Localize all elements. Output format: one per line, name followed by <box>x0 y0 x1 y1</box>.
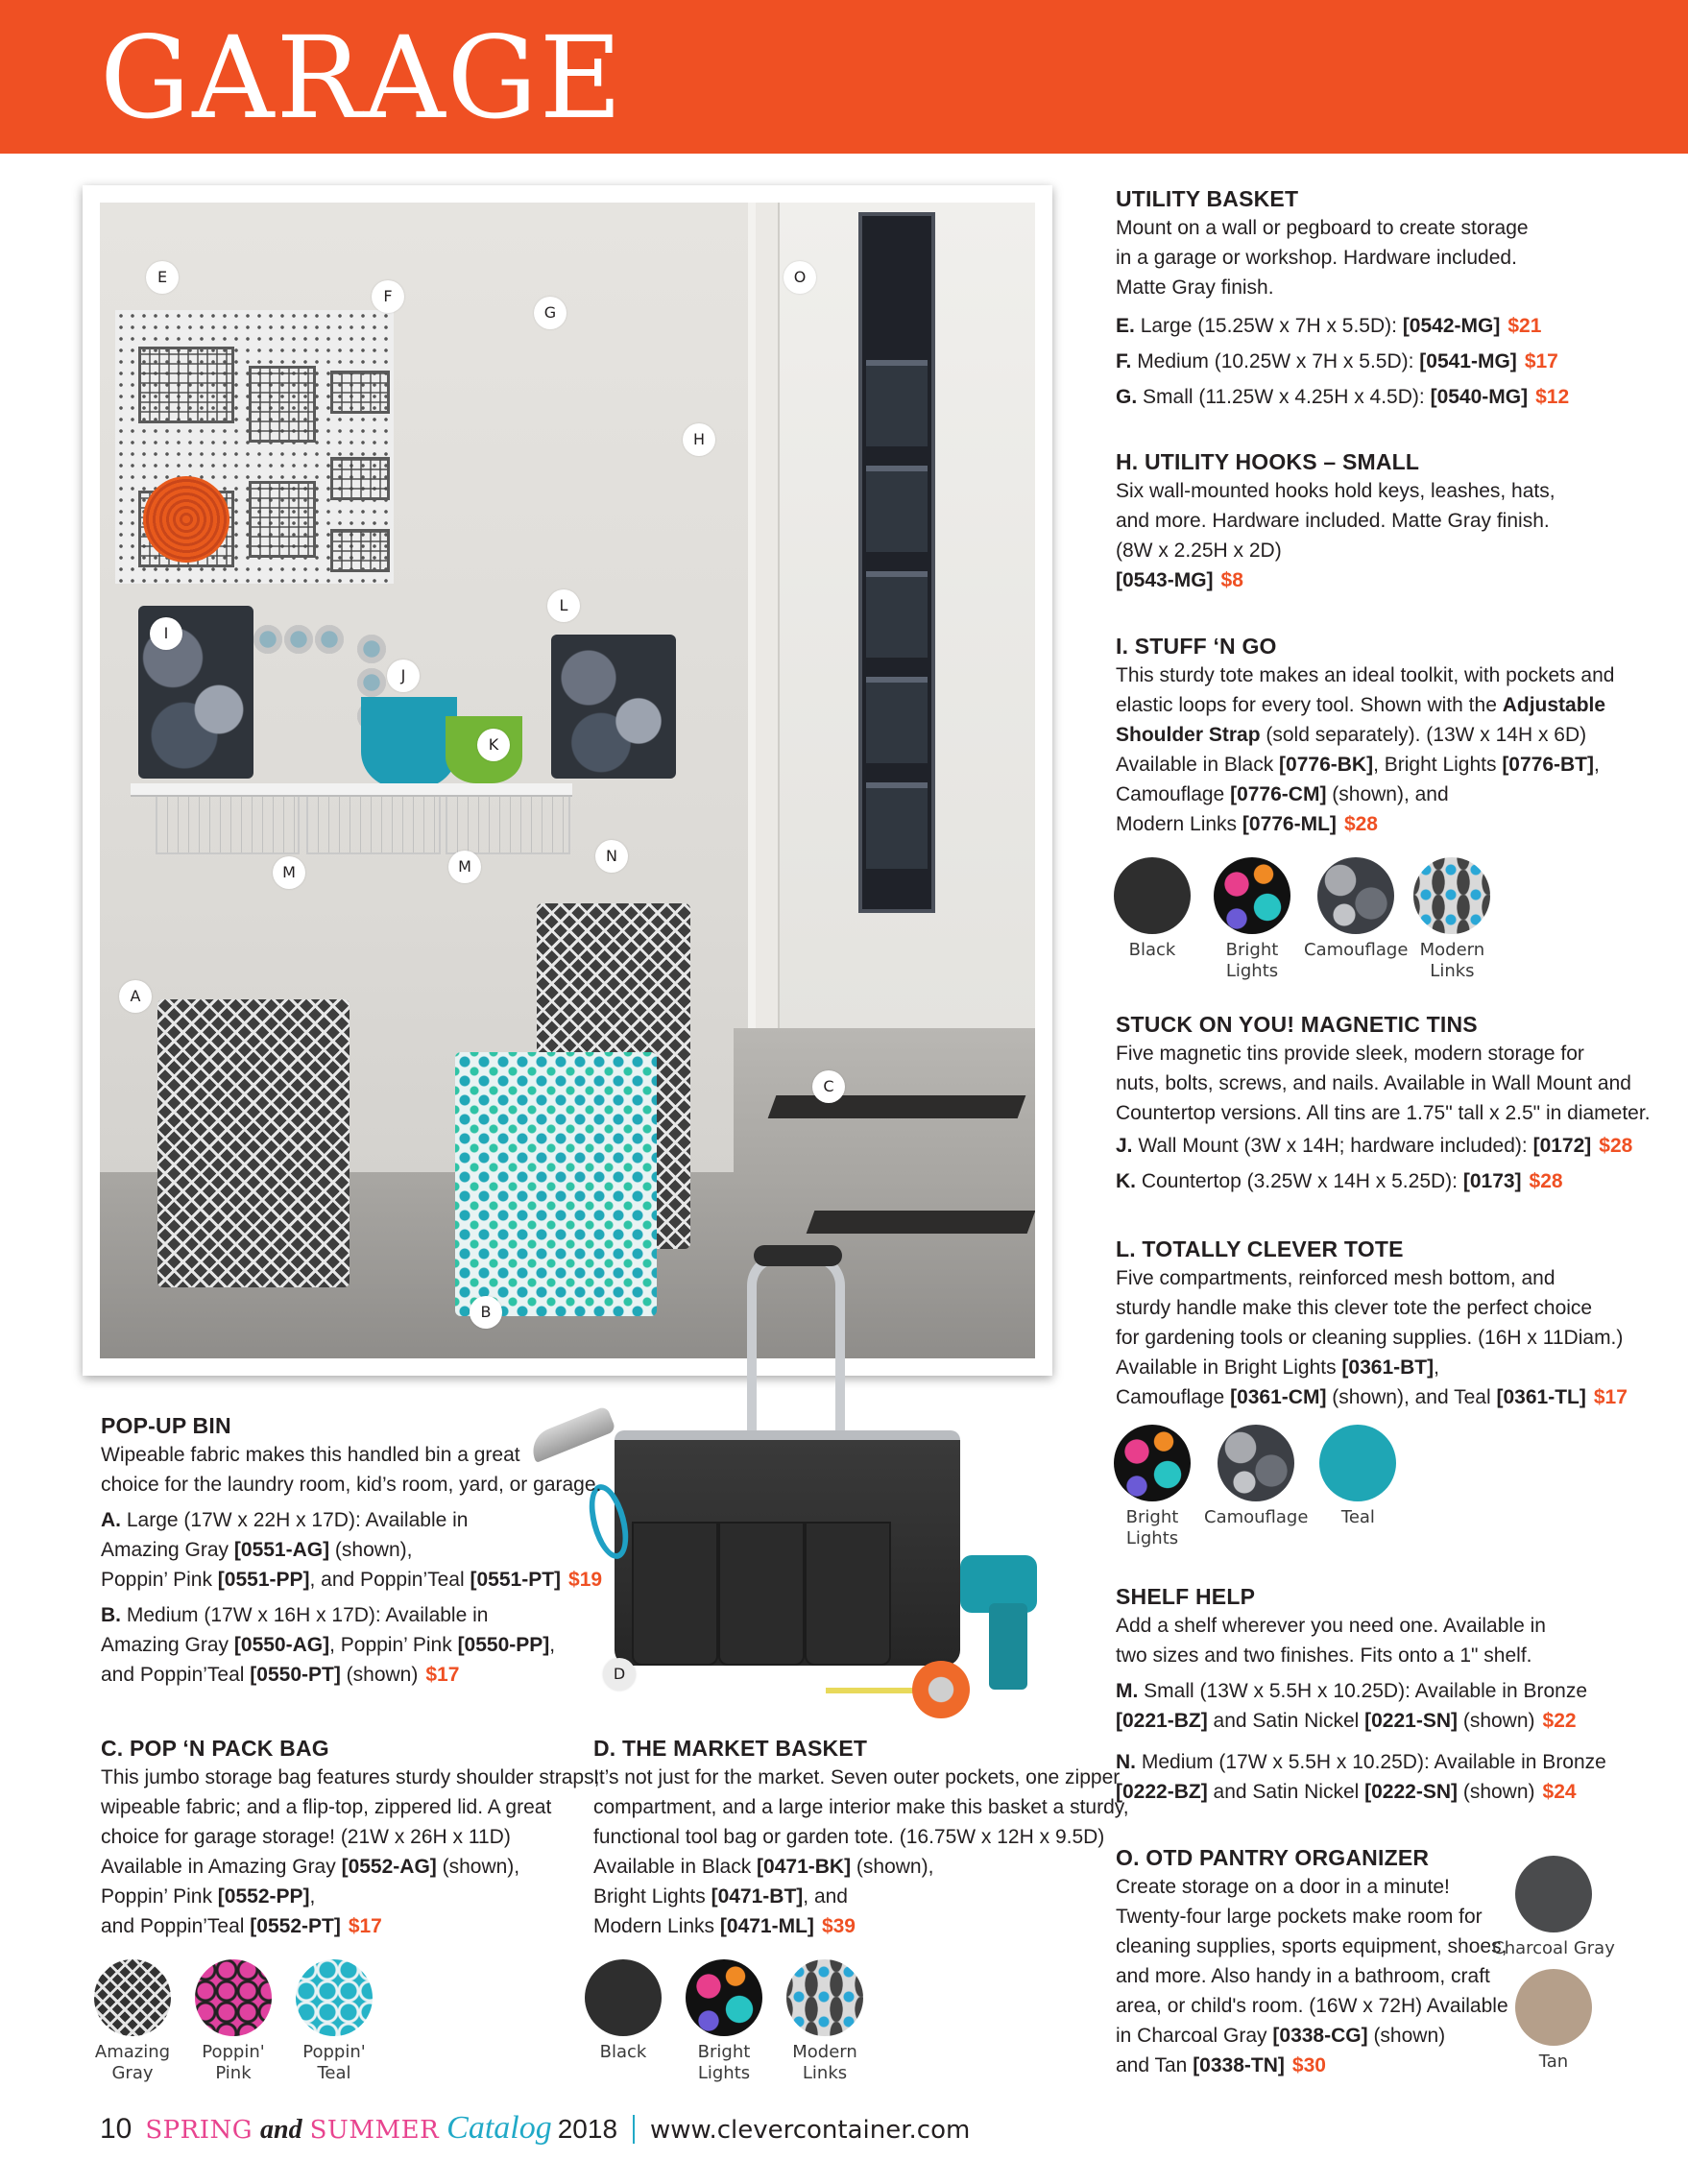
color-dot <box>296 1959 373 2036</box>
desc-line: This jumbo storage bag features sturdy shoulder straps; <box>101 1766 600 1788</box>
desc-line: Six wall-mounted hooks hold keys, leashes, hats, <box>1116 480 1555 502</box>
product-line-g: G. Small (11.25W x 4.25H x 4.5D): [0540-MG] $12 <box>1116 386 1570 408</box>
desc-line: It’s not just for the market. Seven outer pockets, one zipper <box>593 1766 1121 1788</box>
shelf-help-section <box>1116 1582 1682 1807</box>
price: $21 <box>1507 315 1542 337</box>
swatch-amazing-gray[interactable]: Amazing Gray <box>94 1959 171 2084</box>
market-basket-swatches <box>585 1959 888 2084</box>
market-basket-pocket <box>718 1522 805 1666</box>
price: $39 <box>821 1915 856 1937</box>
swatch-black[interactable]: Black <box>585 1959 662 2084</box>
utility-basket-section <box>1116 184 1673 415</box>
door-mat <box>807 1211 1035 1234</box>
catalog-year: 2018 <box>557 2114 618 2144</box>
pantry-organizer <box>858 212 935 913</box>
swatch-bright-lights[interactable]: Bright Lights <box>1114 1425 1191 1549</box>
desc-line: Twenty-four large pockets make room for <box>1116 1906 1483 1928</box>
price: $30 <box>1291 2054 1326 2076</box>
callout-h: H <box>683 423 715 456</box>
desc-line: cleaning supplies, sports equipment, shoes, <box>1116 1935 1507 1957</box>
product-line-n: N. Medium (17W x 5.5H x 10.25D): Available in Bronze <box>1116 1751 1606 1773</box>
product-line-m: M. Small (13W x 5.5H x 10.25D): Available in Bronze <box>1116 1680 1587 1702</box>
desc-line: elastic loops for every tool. Shown with the Adjustable <box>1116 694 1606 716</box>
utility-basket-small <box>330 371 390 414</box>
desc-line: choice for garage storage! (21W x 26H x 11D) <box>101 1826 511 1848</box>
desc-line: Poppin’ Pink [0552-PP], <box>101 1885 316 1908</box>
section-title: POP-UP BIN <box>101 1413 231 1438</box>
callout-f: F <box>372 280 404 313</box>
callout-l: L <box>547 589 580 622</box>
desc-line: two sizes and two finishes. Fits onto a 1" shelf. <box>1116 1644 1532 1667</box>
callout-b: B <box>470 1296 502 1329</box>
extension-cord <box>143 476 229 563</box>
desc-line: sturdy handle make this clever tote the perfect choice <box>1116 1297 1593 1319</box>
color-dot <box>686 1959 762 2036</box>
desc-line: nuts, bolts, screws, and nails. Available in Wall Mount and <box>1116 1072 1631 1094</box>
product-line-l: Camouflage [0361-CM] (shown), and Teal [0361-TL] $17 <box>1116 1386 1628 1408</box>
desc-line: Add a shelf wherever you need one. Available in <box>1116 1615 1546 1637</box>
page-footer <box>100 2110 970 2148</box>
clever-tote-swatches <box>1114 1425 1421 1549</box>
swatch-teal[interactable]: Teal <box>1319 1425 1396 1549</box>
totally-clever-tote <box>551 635 676 779</box>
utility-basket-large <box>138 347 234 423</box>
utility-basket-small <box>330 529 390 572</box>
desc-line: and more. Also handy in a bathroom, craft <box>1116 1965 1490 1987</box>
desc-line: Matte Gray finish. <box>1116 276 1274 299</box>
garage-photo <box>100 203 1035 1358</box>
callout-d: D <box>603 1658 636 1691</box>
desc-line: Available in Black [0776-BK], Bright Lights [0776-BT], <box>1116 754 1600 776</box>
shelf-help <box>131 783 572 797</box>
price: $19 <box>568 1569 603 1591</box>
popup-bin-section <box>101 1411 603 1690</box>
desc-line: Bright Lights [0471-BT], and <box>593 1885 848 1908</box>
product-line-f: F. Medium (10.25W x 7H x 5.5D): [0541-MG] $17 <box>1116 350 1558 372</box>
utility-hooks-section <box>1116 447 1673 595</box>
desc-line: and more. Hardware included. Matte Gray finish. <box>1116 510 1550 532</box>
section-title: I. STUFF ‘N GO <box>1116 634 1277 659</box>
price: $28 <box>1343 813 1378 835</box>
color-dot <box>1515 1969 1592 2046</box>
price: $17 <box>348 1915 382 1937</box>
swatch-camouflage[interactable]: Camouflage <box>1204 1425 1308 1549</box>
callout-i: I <box>150 617 182 650</box>
price: $17 <box>1593 1386 1628 1408</box>
callout-a: A <box>119 980 152 1013</box>
desc-line: area, or child's room. (16W x 72H) Available <box>1116 1995 1508 2017</box>
price: $17 <box>425 1664 460 1686</box>
section-title: O. OTD PANTRY ORGANIZER <box>1116 1845 1430 1870</box>
swatch-modern-links[interactable]: Modern Links <box>786 1959 863 2084</box>
color-dot <box>1413 857 1490 934</box>
popup-bin-large <box>157 999 350 1287</box>
color-dot <box>1214 857 1290 934</box>
section-title: STUCK ON YOU! MAGNETIC TINS <box>1116 1012 1478 1037</box>
product-line-d: Modern Links [0471-ML] $39 <box>593 1915 856 1937</box>
color-dot <box>195 1959 272 2036</box>
popn-pack-swatches <box>94 1959 398 2084</box>
callout-o: O <box>784 261 816 294</box>
magnetic-tin <box>357 668 386 697</box>
catalog-and: and <box>260 2115 302 2145</box>
desc-line: and Poppin’Teal [0550-PT] (shown) $17 <box>101 1664 460 1686</box>
utility-basket-small <box>330 457 390 500</box>
door-mat <box>768 1095 1026 1118</box>
callout-c: C <box>812 1070 845 1103</box>
color-dot <box>1114 857 1191 934</box>
market-basket-section <box>593 1734 1129 1941</box>
color-dot <box>1218 1425 1294 1501</box>
popup-bin-medium <box>455 1052 657 1316</box>
price: $28 <box>1599 1135 1633 1157</box>
color-dot <box>1319 1425 1396 1501</box>
market-basket-pocket <box>805 1522 891 1666</box>
callout-j: J <box>387 660 420 692</box>
stuff-n-go-section <box>1116 632 1682 839</box>
callout-m: M <box>448 851 481 883</box>
swatch-tan[interactable]: Tan <box>1486 1969 1621 2073</box>
desc-line: Available in Bright Lights [0361-BT], <box>1116 1356 1439 1379</box>
product-line-k: K. Countertop (3.25W x 14H x 5.25D): [0173] $28 <box>1116 1170 1563 1192</box>
callout-m: M <box>273 856 305 889</box>
desc-line: wipeable fabric; and a flip-top, zippered lid. A great <box>101 1796 552 1818</box>
section-title: C. POP ‘N PACK BAG <box>101 1736 329 1761</box>
magnetic-tin <box>357 635 386 663</box>
page-header <box>0 0 1688 154</box>
callout-n: N <box>595 840 628 873</box>
desc-line: (8W x 2.25H x 2D) <box>1116 540 1282 562</box>
callout-e: E <box>146 261 179 294</box>
product-line-o: and Tan [0338-TN] $30 <box>1116 2054 1326 2076</box>
product-line-e: E. Large (15.25W x 7H x 5.5D): [0542-MG] $21 <box>1116 315 1542 337</box>
shelf-basket-small <box>306 797 441 854</box>
desc-line: Poppin’ Pink [0551-PP], and Poppin’Teal [0551-PT] $19 <box>101 1569 603 1591</box>
product-line-m-codes: [0221-BZ] and Satin Nickel [0221-SN] (shown) $22 <box>1116 1710 1577 1732</box>
section-title: D. THE MARKET BASKET <box>593 1736 868 1761</box>
color-dot <box>1114 1425 1191 1501</box>
desc-line: Countertop versions. All tins are 1.75" tall x 2.5" in diameter. <box>1116 1102 1651 1124</box>
price: $28 <box>1529 1170 1563 1192</box>
product-line-h: [0543-MG] $8 <box>1116 569 1243 591</box>
desc-line: compartment, and a large interior make this basket a sturdy, <box>593 1796 1129 1818</box>
section-title: L. TOTALLY CLEVER TOTE <box>1116 1236 1404 1261</box>
desc-line: functional tool bag or garden tote. (16.75W x 12H x 9.5D) <box>593 1826 1105 1848</box>
color-dot <box>1515 1856 1592 1932</box>
desc-line: Camouflage [0776-CM] (shown), and <box>1116 783 1449 805</box>
color-dot <box>94 1959 171 2036</box>
desc-line: Mount on a wall or pegboard to create storage <box>1116 217 1529 239</box>
page-title: GARAGE <box>100 12 624 144</box>
price: $8 <box>1220 569 1243 591</box>
teal-pot <box>361 697 457 788</box>
color-dot <box>585 1959 662 2036</box>
swatch-bright-lights[interactable]: Bright Lights <box>1214 857 1290 982</box>
desc-line: in a garage or workshop. Hardware included. <box>1116 247 1517 269</box>
swatch-camouflage[interactable]: Camouflage <box>1304 857 1408 982</box>
price: $24 <box>1542 1781 1577 1803</box>
swatch-black[interactable]: Black <box>1114 857 1191 982</box>
desc-line: Amazing Gray [0551-AG] (shown), <box>101 1539 413 1561</box>
desc-line: choice for the laundry room, kid’s room, yard, or garage. <box>101 1474 602 1496</box>
magnetic-tin <box>253 625 282 654</box>
market-basket-pocket <box>632 1522 718 1666</box>
product-line-i: Modern Links [0776-ML] $28 <box>1116 813 1378 835</box>
product-line-a: A. Large (17W x 22H x 17D): Available in <box>101 1509 469 1531</box>
pantry-organizer-section <box>1116 1843 1508 2080</box>
catalog-word: Catalog <box>446 2110 552 2146</box>
tape-measure-blade <box>826 1688 917 1693</box>
price: $12 <box>1535 386 1570 408</box>
magnetic-tin <box>284 625 313 654</box>
shelf-basket-small <box>156 797 300 854</box>
website-link[interactable]: www.clevercontainer.com <box>650 2116 971 2145</box>
desc-line: in Charcoal Gray [0338-CG] (shown) <box>1116 2025 1446 2047</box>
catalog-spring: SPRING <box>145 2116 253 2145</box>
swatch-modern-links[interactable]: Modern Links <box>1413 857 1490 982</box>
color-dot <box>786 1959 863 2036</box>
utility-basket-medium <box>249 481 316 558</box>
clever-tote-section <box>1116 1235 1682 1412</box>
section-title: SHELF HELP <box>1116 1584 1256 1609</box>
desc-line: Create storage on a door in a minute! <box>1116 1876 1450 1898</box>
market-basket-grip <box>754 1245 842 1266</box>
magnetic-tins-section <box>1116 1010 1682 1199</box>
impact-driver-grip <box>989 1603 1027 1690</box>
swatch-charcoal-gray[interactable]: Charcoal Gray <box>1486 1856 1621 1959</box>
product-line-j: J. Wall Mount (3W x 14H; hardware included): [0172] $28 <box>1116 1135 1633 1157</box>
callout-g: G <box>534 297 567 329</box>
swatch-poppin-teal[interactable]: Poppin' Teal <box>296 1959 373 2084</box>
color-dot <box>1317 857 1394 934</box>
catalog-summer: SUMMER <box>309 2116 440 2145</box>
desc-line: Available in Amazing Gray [0552-AG] (shown), <box>101 1856 520 1878</box>
product-line-c: and Poppin’Teal [0552-PT] $17 <box>101 1915 382 1937</box>
utility-basket-medium <box>249 366 316 443</box>
desc-line: Five magnetic tins provide sleek, modern storage for <box>1116 1043 1584 1065</box>
swatch-poppin-pink[interactable]: Poppin' Pink <box>195 1959 272 2084</box>
popn-pack-section <box>101 1734 600 1941</box>
product-line-b: B. Medium (17W x 16H x 17D): Available in <box>101 1604 489 1626</box>
price: $22 <box>1542 1710 1577 1732</box>
magnetic-tin <box>315 625 344 654</box>
shelf-basket-medium <box>446 797 570 854</box>
stuff-n-go-swatches <box>1114 857 1515 982</box>
desc-line: Available in Black [0471-BK] (shown), <box>593 1856 934 1878</box>
section-title: H. UTILITY HOOKS – SMALL <box>1116 449 1420 474</box>
desc-line: for gardening tools or cleaning supplies. (16H x 11Diam.) <box>1116 1327 1624 1349</box>
desc-line: Wipeable fabric makes this handled bin a great <box>101 1444 520 1466</box>
desc-line: Shoulder Strap (sold separately). (13W x 14H x 6D) <box>1116 724 1587 746</box>
desc-line: Amazing Gray [0550-AG], Poppin’ Pink [0550-PP], <box>101 1634 556 1656</box>
section-title: UTILITY BASKET <box>1116 186 1299 211</box>
tape-measure <box>912 1661 970 1718</box>
swatch-bright-lights[interactable]: Bright Lights <box>686 1959 762 2084</box>
desc-line: This sturdy tote makes an ideal toolkit, with pockets and <box>1116 664 1615 686</box>
footer-divider <box>633 2115 635 2144</box>
page-number: 10 <box>100 2113 133 2145</box>
product-line-n-codes: [0222-BZ] and Satin Nickel [0222-SN] (shown) $24 <box>1116 1781 1577 1803</box>
price: $17 <box>1524 350 1558 372</box>
desc-line: Five compartments, reinforced mesh bottom, and <box>1116 1267 1555 1289</box>
callout-k: K <box>477 729 510 761</box>
